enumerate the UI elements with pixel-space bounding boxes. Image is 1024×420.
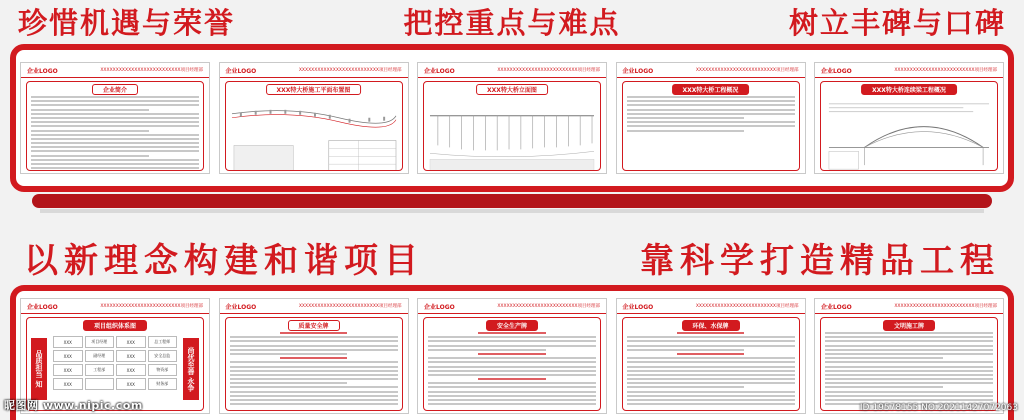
panel-environmental: [616, 298, 806, 414]
panel-header: [21, 299, 209, 314]
watermark-right: ID:19578155 NO:20211427072063: [859, 403, 1018, 413]
org-cell: 物资部: [148, 364, 178, 376]
panel-title: 环保、水保牌: [681, 320, 739, 331]
panel-site-plan: [219, 62, 409, 174]
panel-content: [820, 317, 998, 411]
panel-header: [617, 299, 805, 314]
company-logo: 企业LOGO: [27, 67, 58, 75]
panel-company-intro: [20, 62, 210, 174]
watermark-left: 昵图网 www.nipic.com: [4, 399, 143, 412]
top-panel-row: [20, 62, 1004, 174]
site-plan-drawing: [230, 96, 398, 171]
text-block: [230, 332, 398, 406]
panel-title: 文明施工牌: [883, 320, 935, 331]
org-cell: XXX: [53, 364, 83, 376]
panel-header: [418, 63, 606, 78]
project-department-title: XXXXXXXXXXXXXXXXXXXXXXXXXX项目经理部: [100, 68, 203, 73]
middle-slogan-banner: [0, 238, 1024, 281]
panel-title: 企业简介: [92, 84, 138, 95]
board-base-bar: [32, 194, 992, 208]
org-cell: XXX: [116, 336, 146, 348]
text-block: [825, 332, 993, 406]
project-department-title: XXXXXXXXXXXXXXXXXXXXXXXXXX项目经理部: [298, 68, 402, 73]
panel-civilized-construction: [814, 298, 1004, 414]
text-block: [428, 332, 596, 406]
slogan-4: 以新理念构建和谐项目: [24, 240, 424, 281]
text-block: [31, 96, 199, 166]
text-block: [627, 332, 795, 406]
panel-continuous-beam: [814, 62, 1004, 174]
project-department-title: XXXXXXXXXXXXXXXXXXXXXXXXXX项目经理部: [894, 304, 997, 309]
project-department-title: XXXXXXXXXXXXXXXXXXXXXXXXXX项目经理部: [894, 68, 997, 73]
panel-content: [622, 317, 800, 411]
org-cell: XXX: [116, 364, 146, 376]
company-logo: 企业LOGO: [821, 67, 852, 75]
company-logo: 企业LOGO: [821, 303, 852, 311]
org-table: [31, 332, 199, 406]
arch-bridge-drawing: [825, 96, 993, 171]
company-logo: 企业LOGO: [622, 67, 654, 75]
project-department-title: XXXXXXXXXXXXXXXXXXXXXXXXXX项目经理部: [497, 304, 600, 309]
org-cell: 安全总监: [148, 350, 178, 362]
company-logo: 企业LOGO: [225, 67, 257, 75]
project-department-title: XXXXXXXXXXXXXXXXXXXXXXXXXX项目经理部: [497, 68, 600, 73]
org-cell: 财务部: [148, 378, 178, 390]
project-department-title: XXXXXXXXXXXXXXXXXXXXXXXXXX项目经理部: [695, 68, 799, 73]
org-side-right: 尚优至善 永争: [183, 338, 199, 400]
panel-content: [820, 81, 998, 171]
panel-header: [21, 63, 209, 78]
org-cell: XXX: [53, 336, 83, 348]
panel-header: [220, 299, 408, 314]
panel-title: XXX特大桥工程概况: [672, 84, 750, 95]
org-cell: 项目经理: [85, 336, 115, 348]
panel-content: [622, 81, 800, 171]
panel-title: XXX特大桥立面图: [476, 84, 548, 95]
org-cell: [85, 378, 115, 390]
panel-elevation: [417, 62, 607, 174]
panel-title: XXX特大桥连续梁工程概况: [861, 84, 957, 95]
panel-header: [220, 63, 408, 78]
panel-project-overview: [616, 62, 806, 174]
project-department-title: XXXXXXXXXXXXXXXXXXXXXXXXXX项目经理部: [695, 304, 799, 309]
org-cell: 副经理: [85, 350, 115, 362]
bottom-panel-row: [20, 298, 1004, 414]
panel-content: [423, 81, 601, 171]
project-department-title: XXXXXXXXXXXXXXXXXXXXXXXXXX项目经理部: [100, 304, 203, 309]
org-cell: XXX: [53, 378, 83, 390]
bridge-elevation-drawing: [428, 96, 596, 171]
top-slogan-banner: [0, 2, 1024, 40]
panel-content: [26, 81, 204, 171]
org-cell: XXX: [116, 378, 146, 390]
panel-title: 质量安全牌: [287, 320, 339, 331]
org-cell: 总工程师: [148, 336, 178, 348]
org-side-left: 品质担当 知: [31, 338, 47, 400]
panel-content: [225, 81, 403, 171]
slogan-2: 把控重点与难点: [403, 5, 621, 40]
company-logo: 企业LOGO: [424, 67, 455, 75]
panel-header: [418, 299, 606, 314]
panel-content: [225, 317, 403, 411]
panel-header: [815, 63, 1003, 78]
text-block: [627, 96, 795, 166]
org-cell: 工程部: [85, 364, 115, 376]
panel-header: [617, 63, 805, 78]
company-logo: 企业LOGO: [225, 303, 257, 311]
company-logo: 企业LOGO: [622, 303, 654, 311]
project-department-title: XXXXXXXXXXXXXXXXXXXXXXXXXX项目经理部: [298, 304, 402, 309]
org-cell: XXX: [116, 350, 146, 362]
company-logo: 企业LOGO: [27, 303, 58, 311]
slogan-5: 靠科学打造精品工程: [640, 240, 1000, 281]
panel-content: [423, 317, 601, 411]
board-base-shadow: [40, 209, 984, 213]
panel-safety-production: [417, 298, 607, 414]
org-grid: [53, 336, 177, 402]
panel-title: XXX特大桥施工平面布置图: [266, 84, 362, 95]
org-cell: XXX: [53, 350, 83, 362]
panel-title: 安全生产牌: [486, 320, 538, 331]
slogan-3: 树立丰碑与口碑: [788, 5, 1006, 40]
panel-quality-safety: [219, 298, 409, 414]
panel-title: 项目组织体系图: [83, 320, 147, 331]
company-logo: 企业LOGO: [424, 303, 455, 311]
slogan-1: 珍惜机遇与荣誉: [18, 5, 236, 40]
panel-header: [815, 299, 1003, 314]
